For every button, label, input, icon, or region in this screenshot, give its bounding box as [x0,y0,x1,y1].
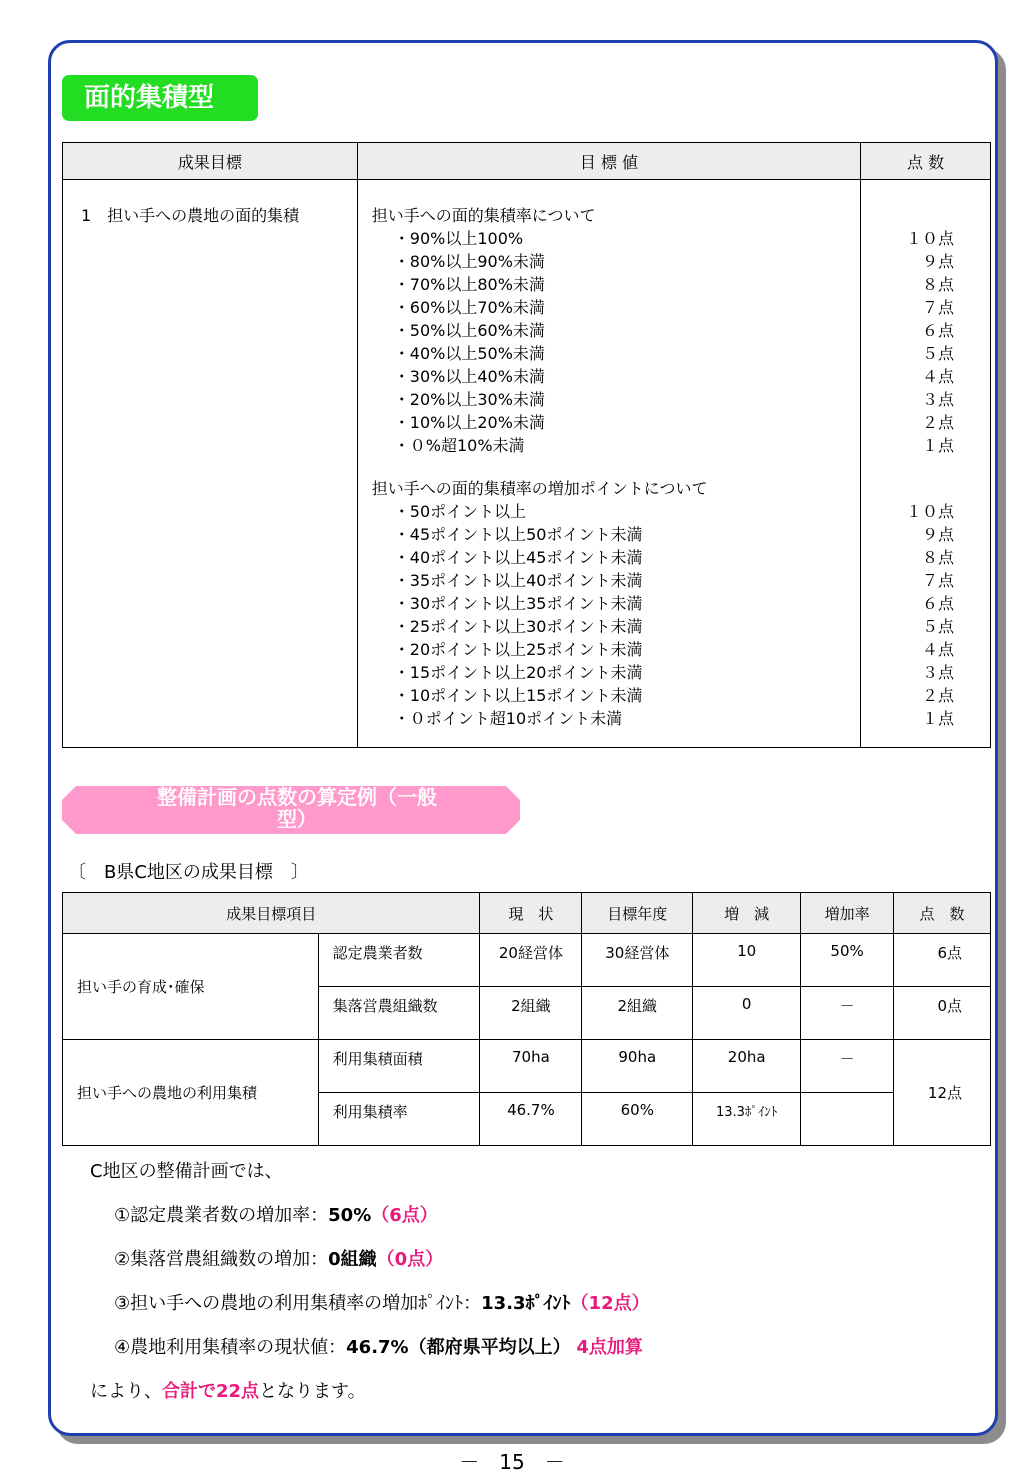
list-item: ・50%以上60%未満 [393,321,545,340]
list-item: ７点 [921,571,954,590]
summary [90,1150,650,1414]
score-criteria-table [62,142,991,748]
list-item: ６点 [921,321,954,340]
list-item: ・35ポイント以上40ポイント未満 [393,571,643,590]
list-item: ３点 [921,390,954,409]
cell-current: 46.7% [480,1093,582,1146]
col-header-change: 増 減 [693,893,801,934]
summary-text: となります。 [259,1381,366,1402]
summary-label: ④農地利用集積率の現状値： [114,1337,347,1358]
summary-score: 4点加算 [576,1337,643,1358]
item-label: 利用集積面積 [318,1040,480,1093]
list-item: ９点 [921,252,954,271]
group-label: 担い手への農地の利用集積 [63,1040,319,1146]
goal-cell [63,180,358,748]
list-item: ・10ポイント以上15ポイント未満 [393,686,643,705]
col-header-score: 点 数 [894,893,991,934]
summary-intro: C地区の整備計画では、 [90,1161,283,1182]
cell-score: 12点 [894,1040,991,1146]
cell-rate: － [801,987,894,1040]
summary-score: （12点） [570,1293,650,1314]
list-item: １点 [921,709,954,728]
cell-rate: 50% [801,934,894,987]
item-label: 集落営農組織数 [318,987,480,1040]
col-header-goal: 成果目標 [63,143,358,180]
subheading: 〔 B県C地区の成果目標 〕 [68,862,309,883]
summary-value: 13.3ﾎﾟｲﾝﾄ [481,1293,571,1314]
list-item: ・80%以上90%未満 [393,252,545,271]
list-item: ・15ポイント以上20ポイント未満 [393,663,643,682]
cell-change: 0 [693,987,801,1040]
cell-rate: － [801,1040,894,1093]
cell-score: 6点 [894,934,991,987]
list-item: ・20ポイント以上25ポイント未満 [393,640,643,659]
summary-label: ③担い手への農地の利用集積率の増加ﾎﾟｲﾝﾄ： [114,1293,482,1314]
list-item: １０点 [905,229,954,248]
list-item: ６点 [921,594,954,613]
cell-current: 2組織 [480,987,582,1040]
summary-label: ②集落営農組織数の増加： [114,1249,329,1270]
list-item: ７点 [921,298,954,317]
list-item: ４点 [921,367,954,386]
col-header-current: 現 状 [480,893,582,934]
summary-value: 50% [328,1205,372,1226]
score-cell [861,180,991,748]
col-header-target: 目 標 値 [357,143,860,180]
summary-value: 46.7%（都府県平均以上） [346,1337,571,1358]
table-header-row [63,143,991,180]
summary-line-1 [90,1194,650,1238]
list-item: ・40%以上50%未満 [393,344,545,363]
list-item: ８点 [921,548,954,567]
item-label: 利用集積率 [318,1093,480,1146]
group1-list [372,227,860,457]
list-item: ・０ポイント超10ポイント未満 [393,709,623,728]
table-row [63,934,991,987]
group-label: 担い手の育成･確保 [63,934,319,1040]
summary-line-2 [90,1238,650,1282]
summary-score: （6点） [371,1205,438,1226]
cell-target: 2組織 [582,987,693,1040]
list-item: ４点 [921,640,954,659]
summary-line-4 [90,1326,650,1370]
summary-score: （0点） [376,1249,444,1270]
cell-change: 13.3ﾎﾟｲﾝﾄ [693,1093,801,1146]
list-item: ・25ポイント以上30ポイント未満 [393,617,643,636]
summary-line-3 [90,1282,650,1326]
list-item: ８点 [921,275,954,294]
group1-scores [861,227,954,457]
group2-scores [861,500,954,730]
section-title: 面的集積型 [62,75,258,121]
cell-current: 70ha [480,1040,582,1093]
cell-current: 20経営体 [480,934,582,987]
list-item: ・10%以上20%未満 [393,413,545,432]
cell-change: 10 [693,934,801,987]
table-row [63,1040,991,1093]
cell-change: 20ha [693,1040,801,1093]
table-header-row [63,893,991,934]
list-item: ９点 [921,525,954,544]
page-number: － 15 － [459,1450,565,1474]
list-item: ・20%以上30%未満 [393,390,545,409]
list-item: １点 [921,436,954,455]
list-item: ・45ポイント以上50ポイント未満 [393,525,643,544]
col-header-rate: 増加率 [801,893,894,934]
summary-value: 0組織 [328,1249,377,1270]
list-item: ・30%以上40%未満 [393,367,545,386]
banner-line2: 型） [277,807,317,831]
table-row [63,180,991,748]
list-item: ５点 [921,344,954,363]
banner-line1: 整備計画の点数の算定例（一般 [157,785,437,809]
list-item: ・０%超10%未満 [393,436,525,455]
list-item: ２点 [921,686,954,705]
col-header-item: 成果目標項目 [63,893,480,934]
list-item: ・90%以上100% [393,229,524,248]
cell-rate [801,1093,894,1146]
list-item: ５点 [921,617,954,636]
list-item: ・70%以上80%未満 [393,275,545,294]
group2-list [372,500,860,730]
list-item: ・30ポイント以上35ポイント未満 [393,594,643,613]
goal-text: 1 担い手への農地の面的集積 [81,206,300,225]
cell-score: 0点 [894,987,991,1040]
summary-label: ①認定農業者数の増加率： [114,1205,329,1226]
group1-title: 担い手への面的集積率について [371,206,596,225]
example-table [62,892,991,1146]
cell-target: 90ha [582,1040,693,1093]
cell-target: 30経営体 [582,934,693,987]
cell-target: 60% [582,1093,693,1146]
group2-title: 担い手への面的集積率の増加ポイントについて [371,479,708,498]
list-item: ・60%以上70%未満 [393,298,545,317]
summary-conclusion [90,1370,650,1414]
list-item: ・40ポイント以上45ポイント未満 [393,548,643,567]
col-header-score: 点 数 [861,143,991,180]
summary-text: により、 [90,1381,162,1402]
summary-total: 合計で22点 [162,1381,260,1402]
list-item: ２点 [921,413,954,432]
item-label: 認定農業者数 [318,934,480,987]
col-header-target-year: 目標年度 [582,893,693,934]
list-item: １０点 [905,502,954,521]
list-item: ・50ポイント以上 [393,502,527,521]
example-banner-text [62,786,532,830]
target-cell [357,180,860,748]
list-item: ３点 [921,663,954,682]
